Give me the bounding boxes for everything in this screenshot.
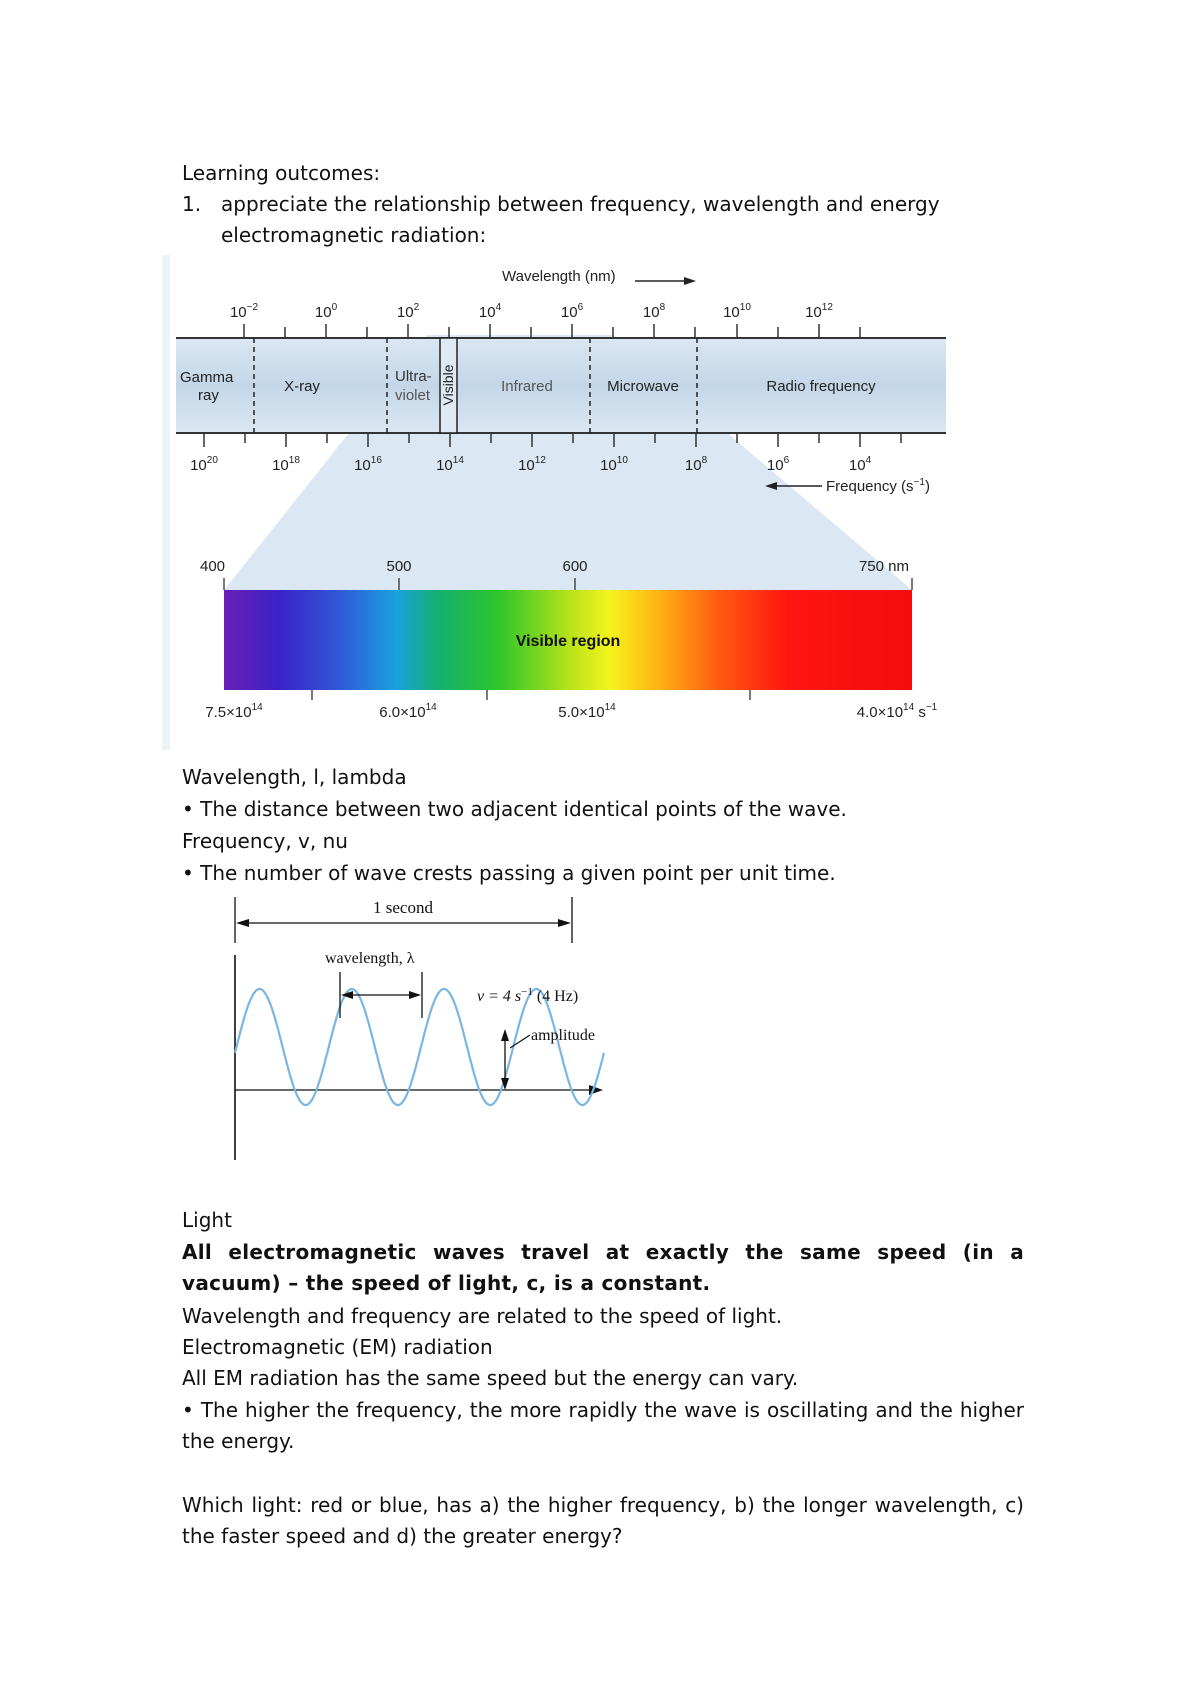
frequency-tick-label: $10^{12}$ [518, 455, 546, 474]
frequency-heading: Frequency, v, nu [182, 829, 348, 853]
region-uv-label-1: Ultra- [395, 368, 432, 385]
visible-frequency-label: $5.0\times 10^{14}$ [558, 702, 616, 721]
one-second-arrowhead-left [236, 919, 249, 927]
amplitude-label: amplitude [531, 1027, 595, 1044]
region-radio-label: Radio frequency [766, 378, 876, 395]
wavelength-tick-label: $10^0$ [314, 302, 338, 321]
em-heading: Electromagnetic (EM) radiation [182, 1335, 493, 1359]
region-gamma-label-1: Gamma [180, 369, 234, 386]
frequency-definition: • The number of wave crests passing a given point per unit time. [182, 861, 836, 885]
visible-tick-label: 400 [200, 558, 226, 575]
wavelength-tick-label: $10^4$ [478, 302, 502, 321]
region-gamma-label-2: ray [198, 387, 219, 404]
wavelength-tick-label: $10^8$ [642, 302, 666, 321]
em-spectrum-figure [162, 255, 1007, 750]
em-frequency-bullet: • The higher the frequency, the more rapidly the wave is oscillating and the higher the energy. [182, 1398, 1024, 1453]
wavelength-axis-title: Wavelength (nm) [502, 268, 616, 285]
wavelength-tick-label: $10^{10}$ [723, 302, 751, 321]
frequency-tick-label: $10^6$ [766, 455, 790, 474]
frequency-tick-label: $10^{10}$ [600, 455, 628, 474]
region-uv-label-2: violet [395, 387, 431, 404]
wavelength-tick-label: $10^{12}$ [805, 302, 833, 321]
wavelength-tick-label: $10^2$ [396, 302, 420, 321]
visible-frequency-label: $7.5\times 10^{14}$ [205, 702, 263, 721]
wavelength-tick-label: $10^{-2}$ [229, 302, 259, 321]
wavelength-label: wavelength, λ [325, 950, 415, 967]
frequency-label: ν = 4 $s^{-1}$ (4 Hz) [477, 986, 579, 1005]
outcome-line-1: appreciate the relationship between frequency, wavelength and energy [221, 192, 940, 216]
frequency-tick-label: $10^{18}$ [272, 455, 300, 474]
visible-frequency-label: $6.0\times 10^{14}$ [379, 702, 437, 721]
visible-frequency-labels [205, 702, 937, 721]
wavelength-definition: • The distance between two adjacent identical points of the wave. [182, 797, 847, 821]
visible-region-label: Visible region [515, 633, 621, 650]
wave-diagram [225, 895, 615, 1170]
region-xray-label: X-ray [284, 378, 320, 395]
wavelength-tick-label: $10^6$ [560, 302, 584, 321]
question: Which light: red or blue, has a) the higher frequency, b) the longer wavelength, c) the faster speed and d) the greater energy? [182, 1493, 1024, 1548]
one-second-label: 1 second [373, 898, 433, 917]
outcome-number: 1. [182, 192, 202, 216]
light-related-statement: Wavelength and frequency are related to the speed of light. [182, 1304, 783, 1328]
em-speed-statement: All EM radiation has the same speed but the energy can vary. [182, 1366, 799, 1390]
outcome-line-2: electromagnetic radiation: [221, 223, 487, 247]
light-bold-statement: All electromagnetic waves travel at exactly the same speed (in a vacuum) – the speed of light, c, is a constant. [182, 1240, 1024, 1295]
frequency-tick-label: $10^{14}$ [436, 455, 464, 474]
frequency-axis-title: Frequency $(s^{-1})$ [826, 477, 930, 495]
learning-outcomes-heading: Learning outcomes: [182, 161, 381, 185]
region-visible-label: Visible [440, 364, 456, 406]
one-second-arrowhead-right [558, 919, 571, 927]
frequency-tick-label: $10^{16}$ [354, 455, 382, 474]
visible-tick-label: 600 [562, 558, 588, 575]
visible-tick-label: 500 [386, 558, 412, 575]
frequency-tick-label: $10^8$ [684, 455, 708, 474]
wavelength-heading: Wavelength, l, lambda [182, 765, 407, 789]
visible-frequency-label: $4.0\times 10^{14}$ $s^{-1}$ [856, 702, 938, 721]
amplitude-leader-line [510, 1035, 530, 1048]
wavelength-arrowhead [684, 277, 696, 285]
region-infrared-label: Infrared [501, 378, 553, 395]
frequency-tick-label: $10^{20}$ [190, 455, 218, 474]
frequency-tick-label: $10^4$ [848, 455, 872, 474]
light-heading: Light [182, 1208, 232, 1232]
wavelength-ticks [230, 302, 860, 338]
sine-wave [235, 989, 604, 1105]
region-microwave-label: Microwave [607, 378, 679, 395]
wavelength-arrowhead-right [409, 991, 421, 999]
amplitude-arrowhead-top [501, 1029, 509, 1041]
visible-tick-label: 750 nm [858, 558, 910, 575]
